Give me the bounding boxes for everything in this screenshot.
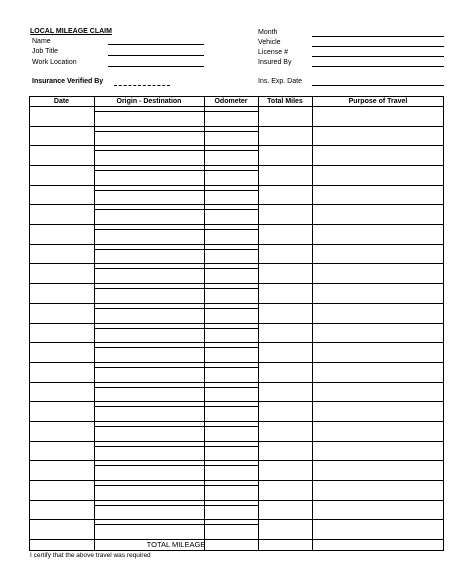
table-row-divider bbox=[29, 441, 444, 442]
table-row-divider bbox=[29, 263, 444, 264]
row-subline bbox=[94, 170, 258, 171]
header-divider bbox=[29, 106, 444, 107]
table-row-divider bbox=[29, 421, 444, 422]
row-subline bbox=[94, 426, 258, 427]
table-row-divider bbox=[29, 224, 444, 225]
form-title: LOCAL MILEAGE CLAIM bbox=[30, 28, 112, 35]
column-header-odometer: Odometer bbox=[214, 98, 248, 105]
license-field[interactable] bbox=[312, 56, 444, 57]
row-subline bbox=[94, 131, 258, 132]
table-row-divider bbox=[29, 362, 444, 363]
work-location-field[interactable] bbox=[108, 66, 204, 67]
row-subline bbox=[94, 485, 258, 486]
table-row-divider bbox=[29, 244, 444, 245]
row-subline bbox=[94, 406, 258, 407]
insured-by-label: Insured By bbox=[258, 59, 292, 66]
row-subline bbox=[94, 209, 258, 210]
table-row-divider bbox=[29, 480, 444, 481]
column-header-origin-destination: Origin - Destination bbox=[116, 98, 182, 105]
column-header-date: Date bbox=[53, 98, 70, 105]
row-subline bbox=[94, 446, 258, 447]
vehicle-field[interactable] bbox=[312, 46, 444, 47]
job-title-field[interactable] bbox=[108, 55, 204, 56]
table-row-divider bbox=[29, 283, 444, 284]
row-subline bbox=[94, 505, 258, 506]
vehicle-label: Vehicle bbox=[258, 39, 281, 46]
table-row-divider bbox=[29, 145, 444, 146]
row-subline bbox=[94, 367, 258, 368]
insurance-verified-label: Insurance Verified By bbox=[32, 78, 104, 85]
table-row-divider bbox=[29, 323, 444, 324]
table-row-divider bbox=[29, 204, 444, 205]
column-header-total-miles: Total Miles bbox=[267, 98, 303, 105]
table-row-divider bbox=[29, 500, 444, 501]
table-row-divider bbox=[29, 303, 444, 304]
row-subline bbox=[94, 347, 258, 348]
row-subline bbox=[94, 268, 258, 269]
row-subline bbox=[94, 328, 258, 329]
table-row-divider bbox=[29, 401, 444, 402]
table-row-divider bbox=[29, 342, 444, 343]
row-subline bbox=[94, 111, 258, 112]
certification-text: I certify that the above travel was required bbox=[30, 552, 151, 559]
row-subline bbox=[94, 288, 258, 289]
work-location-label: Work Location bbox=[32, 59, 77, 66]
table-row-divider bbox=[29, 382, 444, 383]
insured-by-field[interactable] bbox=[312, 66, 444, 67]
table-row-divider bbox=[29, 519, 444, 520]
row-subline bbox=[94, 249, 258, 250]
license-label: License # bbox=[258, 49, 288, 56]
row-subline bbox=[94, 387, 258, 388]
name-label: Name bbox=[32, 38, 51, 45]
month-label: Month bbox=[258, 29, 278, 36]
row-subline bbox=[94, 150, 258, 151]
table-row-divider bbox=[29, 185, 444, 186]
row-subline bbox=[94, 308, 258, 309]
month-field[interactable] bbox=[312, 36, 444, 37]
row-subline bbox=[94, 190, 258, 191]
column-header-purpose: Purpose of Travel bbox=[348, 98, 408, 105]
row-subline bbox=[94, 524, 258, 525]
name-field[interactable] bbox=[108, 44, 204, 45]
total-mileage-label: TOTAL MILEAGE bbox=[146, 540, 206, 549]
insurance-verified-field[interactable] bbox=[114, 85, 170, 86]
row-subline bbox=[94, 465, 258, 466]
job-title-label: Job Title bbox=[32, 48, 59, 55]
table-row-divider bbox=[29, 165, 444, 166]
ins-exp-date-field[interactable] bbox=[312, 85, 444, 86]
table-row-divider bbox=[29, 460, 444, 461]
table-row-divider bbox=[29, 126, 444, 127]
row-subline bbox=[94, 229, 258, 230]
ins-exp-date-label: Ins. Exp. Date bbox=[258, 78, 302, 85]
